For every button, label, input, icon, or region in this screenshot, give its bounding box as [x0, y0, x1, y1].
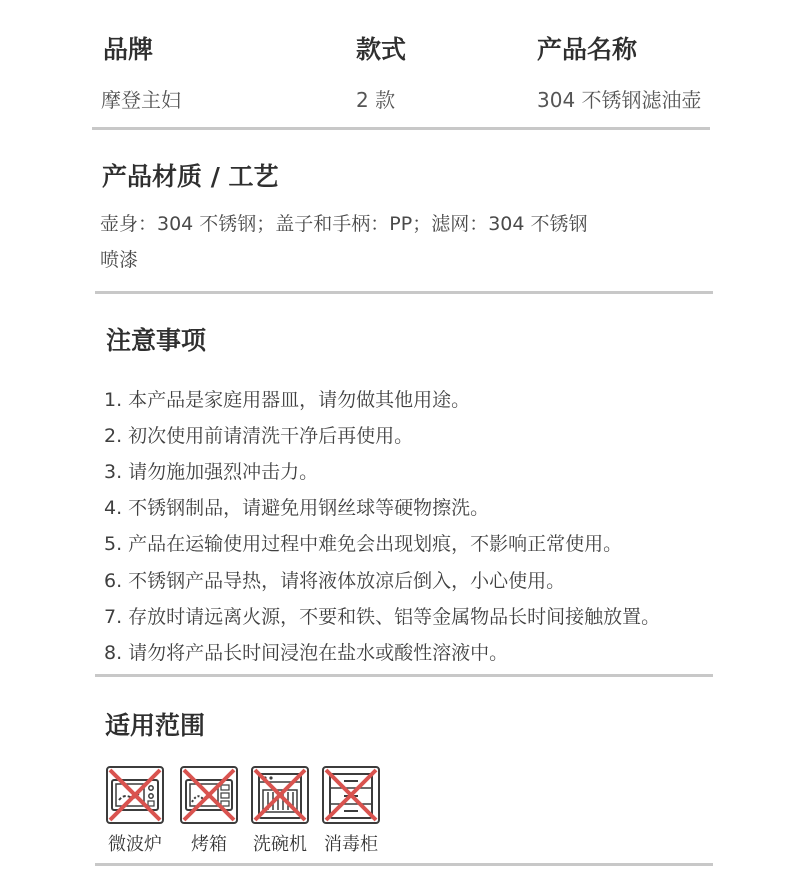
- microwave-label: 微波炉: [108, 834, 162, 855]
- oven-prohibited-icon: [180, 766, 238, 824]
- sterilizer-cabinet-prohibited-icon: [322, 766, 380, 824]
- material-line: 壶身：304 不锈钢；盖子和手柄：PP；滤网：304 不锈钢: [100, 213, 588, 235]
- sterilizer-cabinet-label: 消毒柜: [324, 834, 378, 855]
- product-name-value: 304 不锈钢滤油壶: [537, 88, 702, 112]
- material-line: 喷漆: [100, 249, 139, 271]
- divider: [95, 674, 713, 677]
- notes-title: 注意事项: [106, 326, 207, 355]
- list-item: 8. 请勿将产品长时间浸泡在盐水或酸性溶液中。: [104, 642, 509, 664]
- dishwasher-prohibited-icon: [251, 766, 309, 824]
- list-item: 2. 初次使用前请清洗干净后再使用。: [104, 425, 414, 447]
- list-item: 7. 存放时请远离火源，不要和铁、铝等金属物品长时间接触放置。: [104, 606, 661, 628]
- list-item: 3. 请勿施加强烈冲击力。: [104, 461, 319, 483]
- divider: [95, 291, 713, 294]
- divider: [92, 127, 710, 130]
- list-item: 6. 不锈钢产品导热，请将液体放凉后倒入，小心使用。: [104, 570, 566, 592]
- material-title: 产品材质 / 工艺: [102, 162, 279, 191]
- divider: [95, 863, 713, 866]
- oven-label: 烤箱: [191, 834, 227, 855]
- list-item: 5. 产品在运输使用过程中难免会出现划痕，不影响正常使用。: [104, 533, 623, 555]
- style-value: 2 款: [356, 88, 396, 112]
- dishwasher-label: 洗碗机: [253, 834, 307, 855]
- brand-value: 摩登主妇: [101, 88, 181, 112]
- brand-header: 品牌: [103, 35, 154, 64]
- scope-title: 适用范围: [105, 711, 206, 740]
- product-name-header: 产品名称: [537, 35, 638, 64]
- style-header: 款式: [356, 35, 407, 64]
- list-item: 1. 本产品是家庭用器皿，请勿做其他用途。: [104, 389, 471, 411]
- list-item: 4. 不锈钢制品，请避免用钢丝球等硬物擦洗。: [104, 497, 490, 519]
- microwave-prohibited-icon: [106, 766, 164, 824]
